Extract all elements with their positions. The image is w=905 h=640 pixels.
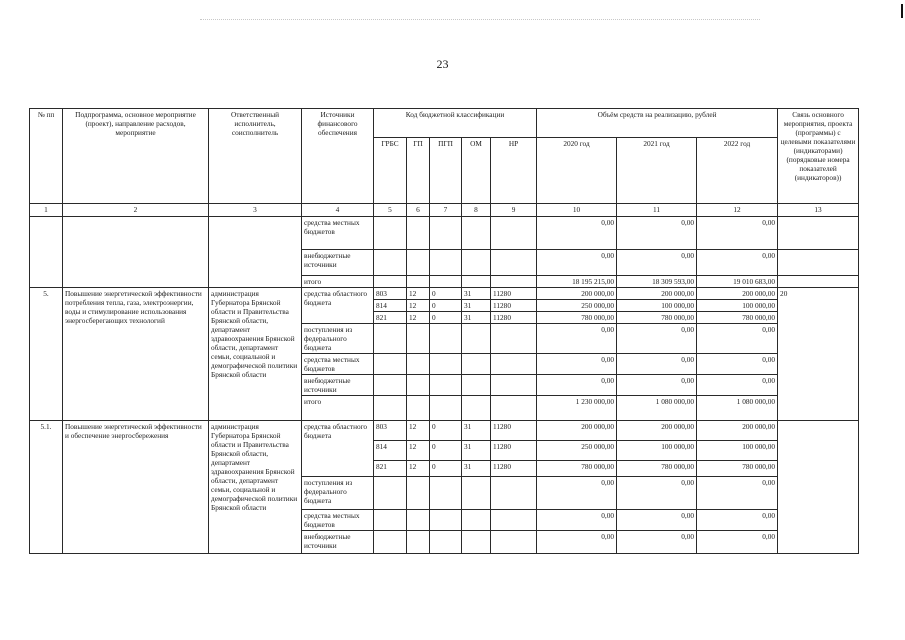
table-row: [30, 421, 859, 441]
value-2020: 0,00: [537, 217, 617, 250]
col-number: 3: [209, 204, 302, 217]
col-number: 1: [30, 204, 63, 217]
value-2022: 100 000,00: [697, 300, 778, 312]
value-2021: 0,00: [617, 354, 697, 375]
pgp: 0: [430, 421, 462, 441]
header-year-2022: 2022 год: [697, 138, 778, 204]
value-2021: 100 000,00: [617, 300, 697, 312]
source-cell: внебюджетные источники: [302, 531, 374, 554]
value-2022: 19 010 683,00: [697, 276, 778, 288]
indicator-link: 20: [778, 288, 859, 421]
source-cell: средства областного бюджета: [302, 421, 374, 477]
header-nr: НР: [491, 138, 537, 204]
value-2022: 0,00: [697, 510, 778, 531]
value-2022: 0,00: [697, 324, 778, 354]
nr: 11280: [491, 421, 537, 441]
header-pgp: ПГП: [430, 138, 462, 204]
value-2022: 780 000,00: [697, 461, 778, 477]
program-name: Повышение энергетической эффективности и обеспечение энергосбережения: [63, 421, 209, 554]
value-2021: 200 000,00: [617, 421, 697, 441]
value-2020: 200 000,00: [537, 288, 617, 300]
header-row-1: [30, 109, 859, 138]
value-2022: 100 000,00: [697, 441, 778, 461]
header-program: Подпрограмма, основное мероприятие (проект), направление расходов, мероприятие: [63, 109, 209, 204]
row-number: 5.: [30, 288, 63, 421]
grbs: 821: [374, 461, 407, 477]
gp: 12: [407, 312, 430, 324]
gp: 12: [407, 421, 430, 441]
value-2020: 0,00: [537, 354, 617, 375]
program-name: Повышение энергетической эффективности потребления тепла, газа, электроэнергии, воды и стимулирование использования энергосберегающих технологий: [63, 288, 209, 421]
value-2021: 0,00: [617, 510, 697, 531]
value-2022: 0,00: [697, 217, 778, 250]
value-2020: 250 000,00: [537, 300, 617, 312]
value-2020: 0,00: [537, 510, 617, 531]
scan-noise-line: [200, 19, 760, 20]
header-grbs: ГРБС: [374, 138, 407, 204]
source-cell: поступления из федерального бюджета: [302, 324, 374, 354]
om: 31: [462, 300, 491, 312]
header-year-2020: 2020 год: [537, 138, 617, 204]
grbs: 803: [374, 421, 407, 441]
col-number: 7: [430, 204, 462, 217]
om: 31: [462, 461, 491, 477]
col-number: 9: [491, 204, 537, 217]
pgp: 0: [430, 288, 462, 300]
value-2021: 0,00: [617, 250, 697, 276]
source-cell: итого: [302, 276, 374, 288]
table-row: [30, 288, 859, 300]
grbs: 814: [374, 441, 407, 461]
om: 31: [462, 288, 491, 300]
col-number: 2: [63, 204, 209, 217]
header-year-2021: 2021 год: [617, 138, 697, 204]
value-2022: 200 000,00: [697, 421, 778, 441]
nr: 11280: [491, 441, 537, 461]
source-cell: итого: [302, 396, 374, 421]
col-number: 12: [697, 204, 778, 217]
nr: 11280: [491, 288, 537, 300]
source-cell: внебюджетные источники: [302, 375, 374, 396]
header-responsible: Ответственный исполнитель, соисполнитель: [209, 109, 302, 204]
gp: 12: [407, 461, 430, 477]
source-cell: поступления из федерального бюджета: [302, 477, 374, 510]
value-2020: 0,00: [537, 324, 617, 354]
column-number-row: [30, 204, 859, 217]
page-number: 23: [436, 57, 449, 71]
om: 31: [462, 312, 491, 324]
header-bk-code: Код бюджетной классификации: [374, 109, 537, 138]
value-2020: 0,00: [537, 375, 617, 396]
row-number: 5.1.: [30, 421, 63, 554]
value-2021: 0,00: [617, 217, 697, 250]
value-2020: 0,00: [537, 477, 617, 510]
source-cell: средства местных бюджетов: [302, 510, 374, 531]
pgp: 0: [430, 312, 462, 324]
om: 31: [462, 421, 491, 441]
value-2021: 200 000,00: [617, 288, 697, 300]
value-2021: 0,00: [617, 477, 697, 510]
value-2021: 1 080 000,00: [617, 396, 697, 421]
value-2022: 1 080 000,00: [697, 396, 778, 421]
value-2022: 780 000,00: [697, 312, 778, 324]
value-2020: 200 000,00: [537, 421, 617, 441]
value-2020: 250 000,00: [537, 441, 617, 461]
value-2021: 0,00: [617, 531, 697, 554]
source-cell: средства местных бюджетов: [302, 354, 374, 375]
value-2020: 780 000,00: [537, 461, 617, 477]
col-number: 4: [302, 204, 374, 217]
value-2021: 780 000,00: [617, 461, 697, 477]
header-volume: Объём средств на реализацию, рублей: [537, 109, 778, 138]
scan-edge-mark: [901, 4, 903, 18]
grbs: 821: [374, 312, 407, 324]
responsible-cell: администрация Губернатора Брянской области и Правительства Брянской области, департамент здравоохранения Брянской области, департамент семьи, социальной и демографической политики Брянской области: [209, 288, 302, 421]
value-2021: 0,00: [617, 375, 697, 396]
header-om: ОМ: [462, 138, 491, 204]
table-row: [30, 217, 859, 250]
source-cell: внебюджетные источники: [302, 250, 374, 276]
nr: 11280: [491, 312, 537, 324]
col-number: 6: [407, 204, 430, 217]
om: 31: [462, 441, 491, 461]
source-cell: средства местных бюджетов: [302, 217, 374, 250]
responsible-cell: администрация Губернатора Брянской области и Правительства Брянской области, департамент здравоохранения Брянской области, департамент семьи, социальной и демографической политики Брянской области: [209, 421, 302, 554]
col-number: 11: [617, 204, 697, 217]
header-link: Связь основного мероприятия, проекта (программы) с целевыми показателями (индикаторами) (порядковые номера показателей (индикаторов)): [778, 109, 859, 204]
value-2020: 780 000,00: [537, 312, 617, 324]
value-2021: 18 309 593,00: [617, 276, 697, 288]
header-sources: Источники финансового обеспечения: [302, 109, 374, 204]
col-number: 10: [537, 204, 617, 217]
pgp: 0: [430, 441, 462, 461]
value-2022: 0,00: [697, 531, 778, 554]
grbs: 803: [374, 288, 407, 300]
col-number: 8: [462, 204, 491, 217]
nr: 11280: [491, 461, 537, 477]
budget-table: [29, 108, 859, 554]
pgp: 0: [430, 461, 462, 477]
value-2021: 780 000,00: [617, 312, 697, 324]
header-num: № пп: [30, 109, 63, 204]
value-2022: 200 000,00: [697, 288, 778, 300]
pgp: 0: [430, 300, 462, 312]
value-2020: 18 195 215,00: [537, 276, 617, 288]
source-cell: средства областного бюджета: [302, 288, 374, 324]
nr: 11280: [491, 300, 537, 312]
value-2021: 0,00: [617, 324, 697, 354]
gp: 12: [407, 441, 430, 461]
value-2022: 0,00: [697, 250, 778, 276]
value-2021: 100 000,00: [617, 441, 697, 461]
grbs: 814: [374, 300, 407, 312]
col-number: 13: [778, 204, 859, 217]
value-2020: 0,00: [537, 531, 617, 554]
value-2022: 0,00: [697, 477, 778, 510]
value-2022: 0,00: [697, 375, 778, 396]
gp: 12: [407, 300, 430, 312]
header-gp: ГП: [407, 138, 430, 204]
col-number: 5: [374, 204, 407, 217]
value-2022: 0,00: [697, 354, 778, 375]
gp: 12: [407, 288, 430, 300]
value-2020: 1 230 000,00: [537, 396, 617, 421]
value-2020: 0,00: [537, 250, 617, 276]
